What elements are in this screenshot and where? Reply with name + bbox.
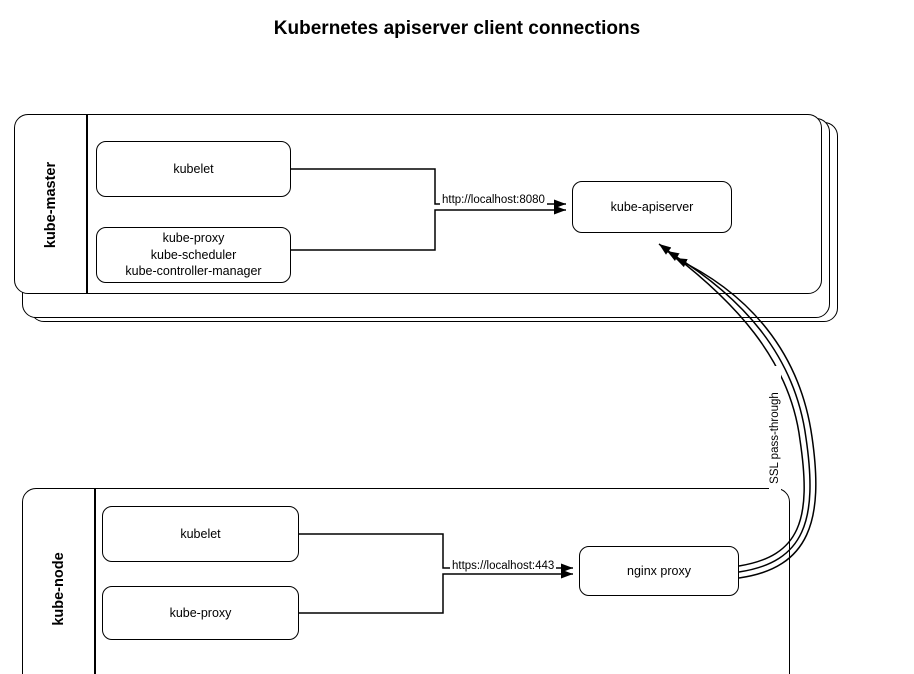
- component-master-kubelet-label: kubelet: [173, 161, 214, 176]
- component-kube-apiserver-label: kube-apiserver: [610, 199, 694, 214]
- edge-label-ssl-pass-through: SSL pass-through: [769, 366, 781, 510]
- component-node-kubelet-label: kubelet: [180, 526, 221, 541]
- component-node-kube-proxy[interactable]: [102, 586, 299, 640]
- kube-master-label-divider: [86, 114, 88, 294]
- component-node-kube-proxy-label: kube-proxy: [169, 605, 232, 620]
- edge-label-master-http: http://localhost:8080: [442, 194, 545, 206]
- component-master-misc-line2: kube-scheduler: [150, 247, 237, 262]
- edge-label-node-https: https://localhost:443: [452, 560, 555, 572]
- kube-master-label: kube-master: [43, 161, 59, 249]
- component-kube-apiserver[interactable]: [572, 181, 732, 233]
- kube-node-label: kube-node: [51, 552, 67, 626]
- component-master-misc-line1: kube-proxy: [162, 230, 225, 245]
- component-nginx-proxy-label: nginx proxy: [627, 563, 691, 578]
- component-nginx-proxy[interactable]: [579, 546, 739, 596]
- kube-node-label-divider: [94, 488, 96, 674]
- page-title: Kubernetes apiserver client connections: [273, 18, 641, 39]
- component-master-misc-line3: kube-controller-manager: [125, 264, 262, 279]
- component-master-kubelet[interactable]: [96, 141, 291, 197]
- component-master-misc[interactable]: [96, 227, 291, 283]
- component-node-kubelet[interactable]: [102, 506, 299, 562]
